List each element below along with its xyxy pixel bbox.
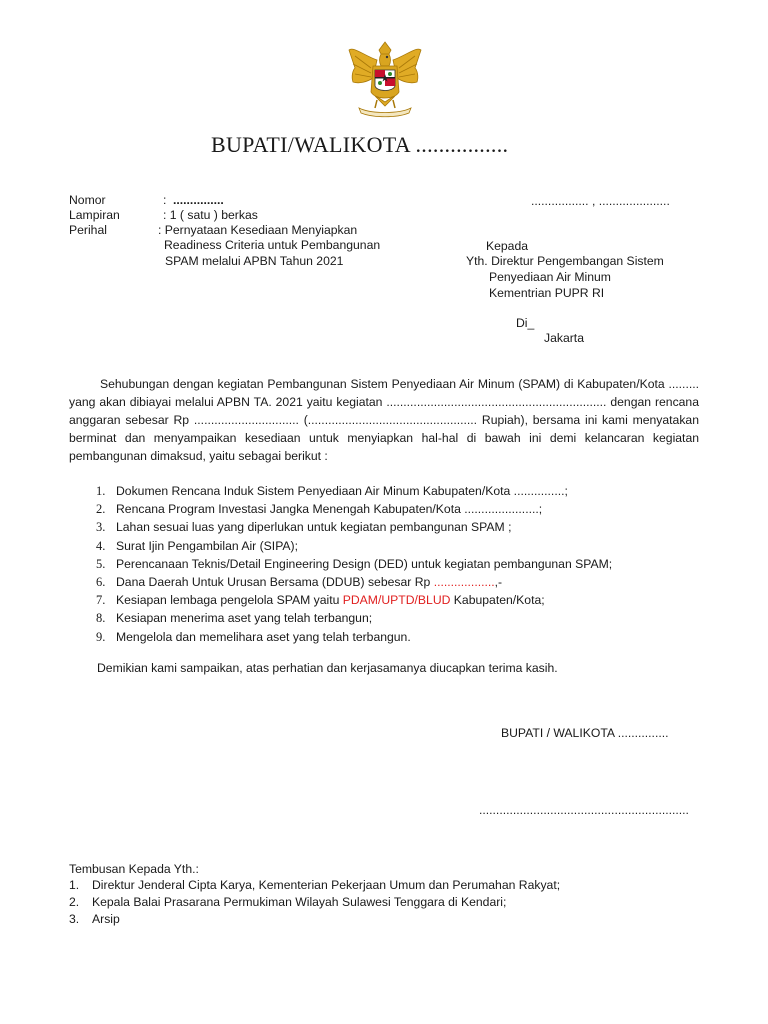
recipient-city: Jakarta [544, 331, 584, 345]
list-item-number: 2. [69, 895, 80, 909]
list-item-number: 6. [96, 575, 106, 590]
list-item [96, 573, 612, 591]
list-item [96, 518, 612, 536]
recipient-line-3: Kementrian PUPR RI [489, 286, 605, 300]
page-title: BUPATI/WALIKOTA ................ [211, 132, 509, 157]
list-item-number: 3. [96, 520, 106, 535]
recipient-line-2: Penyediaan Air Minum [489, 270, 611, 284]
signature-title: BUPATI / WALIKOTA ............... [501, 726, 669, 740]
place-date: ................. , ..................... [531, 194, 670, 208]
closing-sentence: Demikian kami sampaikan, atas perhatian dan kerjasamanya diucapkan terima kasih. [97, 661, 558, 675]
list-item-text: Kepala Balai Prasarana Permukiman Wilayah Sulawesi Tenggara di Kendari; [92, 895, 507, 909]
garuda-emblem-icon [345, 40, 425, 120]
list-item [96, 537, 612, 555]
list-item [96, 482, 612, 500]
list-item-text: Arsip [92, 912, 120, 926]
list-item-text: Dana Daerah Untuk Urusan Bersama (DDUB) sebesar Rp [116, 575, 434, 590]
body-paragraph-text: Sehubungan dengan kegiatan Pembangunan Sistem Penyediaan Air Minum (SPAM) di Kabupaten/Kota ......... yang akan dibiayai melalui APBN TA. 2021 yaitu kegiatan ................................................................. dengan rencana anggaran sebesar Rp ............................... (.................................................. Rupiah), bersama ini kami menyatakan berminat dan menyampaikan kesediaan untuk menyiapkan hal-hal di bawah ini demi kelancaran kegiatan pembangunan dimaksud, yaitu sebagai berikut : [69, 377, 699, 463]
list-item-number: 5. [96, 556, 106, 571]
list-item-number: 7. [96, 593, 106, 608]
list-item [96, 591, 612, 609]
list-item [96, 628, 612, 646]
list-item-text: Mengelola dan memelihara aset yang telah terbangun. [116, 629, 411, 644]
list-item-text: Direktur Jenderal Cipta Karya, Kementerian Pekerjaan Umum dan Perumahan Rakyat; [92, 878, 561, 892]
list-item [96, 500, 612, 518]
garuda-pancasila-emblem [345, 40, 425, 120]
tembusan-heading: Tembusan Kepada Yth.: [69, 862, 199, 876]
recipient-line-1: Yth. Direktur Pengembangan Sistem [466, 254, 664, 268]
lampiran-value: : 1 ( satu ) berkas [163, 208, 258, 222]
list-item-number: 4. [96, 538, 106, 553]
perihal-line-3: SPAM melalui APBN Tahun 2021 [165, 254, 344, 268]
list-item-text: Kesiapan lembaga pengelola SPAM yaitu [116, 593, 343, 608]
nomor-label: Nomor [69, 193, 106, 207]
list-item-text: Dokumen Rencana Induk Sistem Penyediaan Air Minum Kabupaten/Kota ...............; [116, 484, 568, 498]
list-item-text: Perencanaan Teknis/Detail Engineering Design (DED) untuk kegiatan pembangunan SPAM; [116, 556, 613, 571]
ddub-amount-placeholder: .................. [433, 575, 495, 590]
list-item-number: 1. [96, 484, 106, 498]
nomor-value: ............... [173, 193, 224, 207]
list-item [96, 609, 612, 627]
recipient-di: Di_ [516, 316, 535, 330]
perihal-line-2: Readiness Criteria untuk Pembangunan [164, 238, 381, 252]
list-item-number: 1. [69, 878, 80, 892]
list-item [96, 555, 612, 573]
institution-type-highlight: PDAM/UPTD/BLUD [342, 593, 451, 608]
requirements-list [96, 482, 612, 646]
list-item-text-suffix: ,- [494, 575, 503, 590]
list-item-text: Lahan sesuai luas yang diperlukan untuk kegiatan pembangunan SPAM ; [116, 520, 512, 535]
perihal-label: Perihal [69, 223, 107, 237]
list-item-number: 8. [96, 611, 106, 626]
list-item-number: 9. [96, 629, 106, 644]
list-item-text-suffix: Kabupaten/Kota; [450, 593, 545, 608]
perihal-line-1: : Pernyataan Kesediaan Menyiapkan [158, 223, 358, 237]
list-item [69, 894, 560, 911]
list-item [69, 877, 560, 894]
list-item-number: 2. [96, 502, 106, 517]
signature-name-line: .............................................................. [479, 803, 689, 817]
lampiran-label: Lampiran [69, 208, 120, 222]
body-paragraph [69, 375, 699, 465]
nomor-colon: : [163, 193, 167, 207]
list-item-text: Rencana Program Investasi Jangka Menengah Kabupaten/Kota ......................; [116, 502, 543, 517]
list-item [69, 911, 560, 928]
recipient-kepada: Kepada [486, 239, 529, 253]
list-item-text: Surat Ijin Pengambilan Air (SIPA); [116, 538, 298, 553]
list-item-number: 3. [69, 912, 80, 926]
list-item-text: Kesiapan menerima aset yang telah terbangun; [116, 611, 373, 626]
tembusan-list [69, 877, 560, 928]
